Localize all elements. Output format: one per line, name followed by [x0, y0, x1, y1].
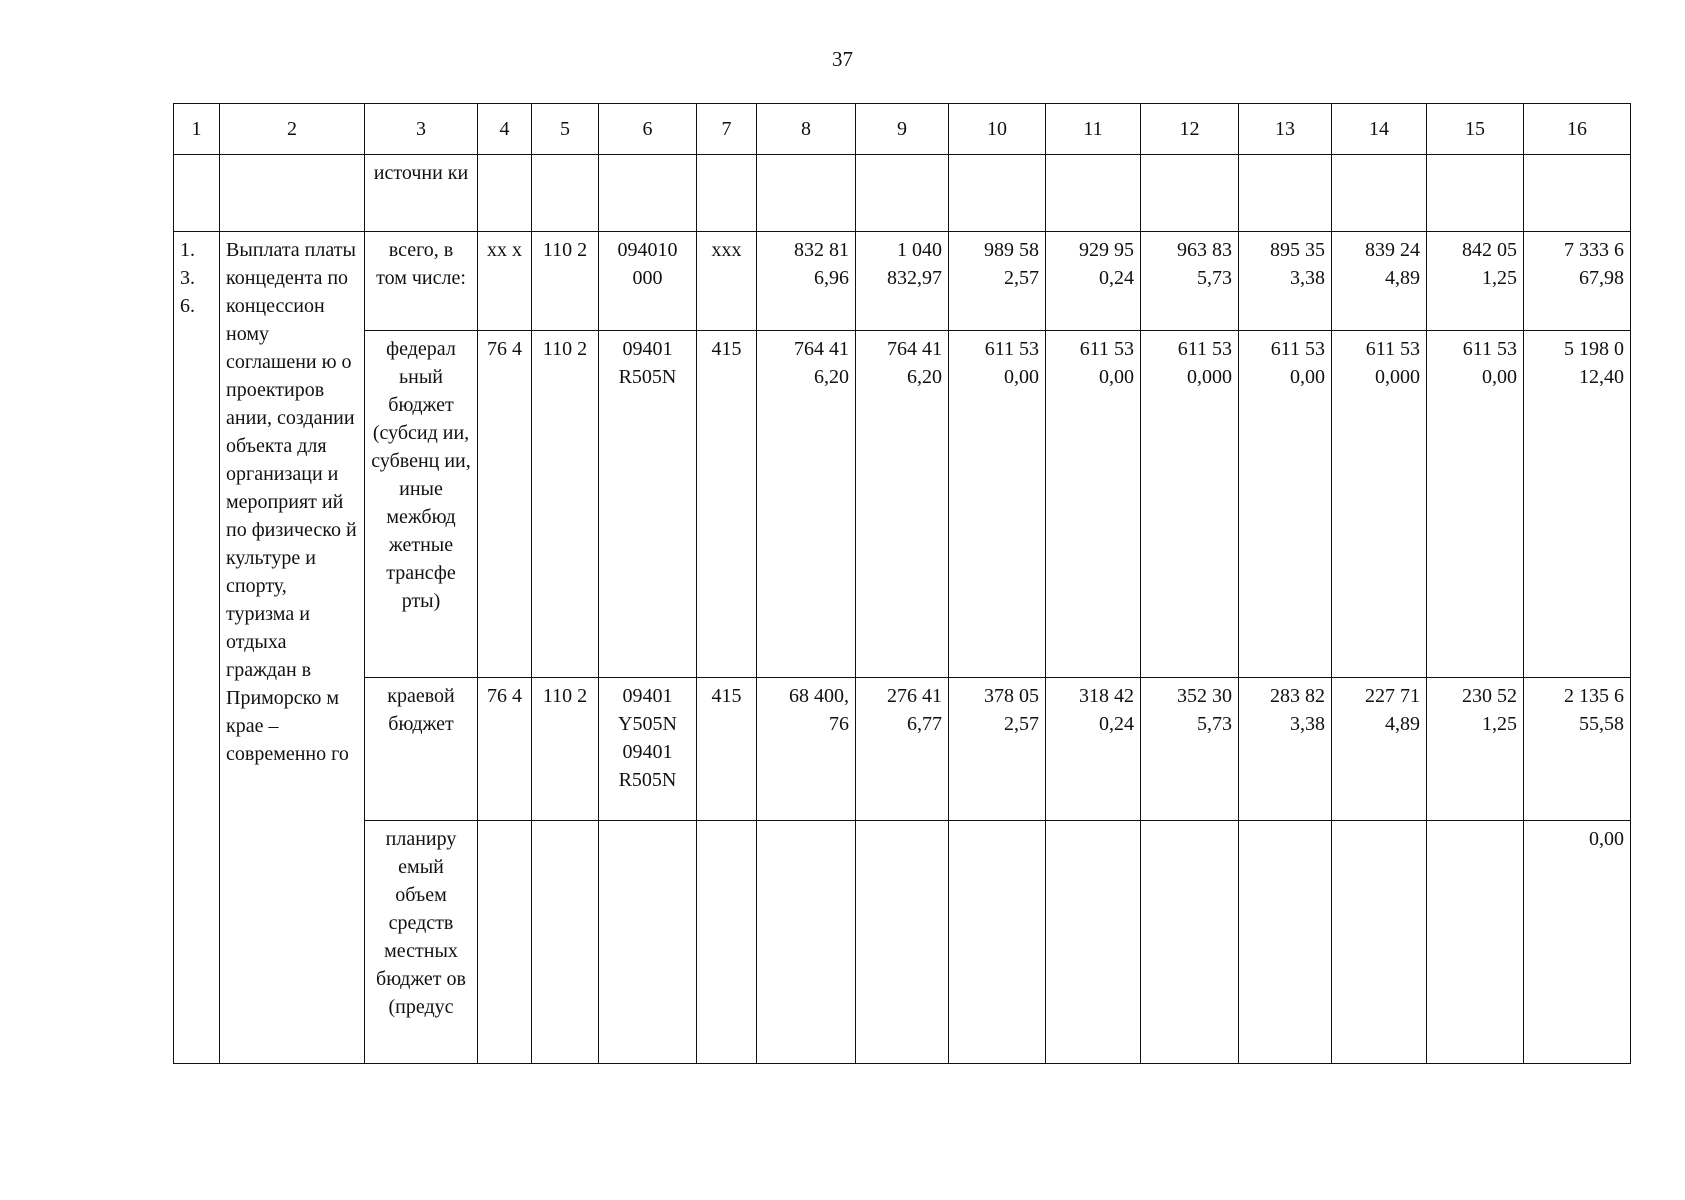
table-cell [1427, 155, 1524, 232]
source-cell: всего, в том числе: [365, 232, 478, 331]
table-row [174, 821, 1631, 1064]
table-cell [856, 155, 949, 232]
value-cell: 963 83 5,73 [1141, 232, 1239, 331]
value-cell: 611 53 0,00 [1427, 331, 1524, 678]
value-cell: 2 135 6 55,58 [1524, 678, 1631, 821]
rzpr-cell: 110 2 [532, 678, 599, 821]
value-cell [1332, 821, 1427, 1064]
value-cell: 611 53 0,000 [1332, 331, 1427, 678]
header-cell: 7 [697, 104, 757, 155]
value-cell: 989 58 2,57 [949, 232, 1046, 331]
header-cell: 9 [856, 104, 949, 155]
header-cell: 11 [1046, 104, 1141, 155]
header-cell: 6 [599, 104, 697, 155]
sources-label: источни ки [365, 155, 478, 232]
source-cell: федерал ьный бюджет (субсид ии, субвенц ии, иные межбюд жетные трансфе рты) [365, 331, 478, 678]
header-cell: 13 [1239, 104, 1332, 155]
header-cell: 2 [220, 104, 365, 155]
header-cell: 10 [949, 104, 1046, 155]
table-cell [478, 155, 532, 232]
table-cell [697, 155, 757, 232]
entry-name: Выплата платы концедента по концессион ному соглашени ю о проектиров ании, создании объекта для организаци и мероприят ий по физическо й культуре и спорту, туризма и отдыха граждан в Приморско м крае – современно го [220, 232, 365, 1064]
grbs-cell: хх х [478, 232, 532, 331]
grbs-cell [478, 821, 532, 1064]
csr-cell [599, 821, 697, 1064]
value-cell [856, 821, 949, 1064]
table-cell [949, 155, 1046, 232]
table-row [174, 232, 1631, 331]
value-cell: 842 05 1,25 [1427, 232, 1524, 331]
table-cell [1332, 155, 1427, 232]
sources-row [174, 155, 1631, 232]
value-cell: 283 82 3,38 [1239, 678, 1332, 821]
value-cell: 230 52 1,25 [1427, 678, 1524, 821]
header-cell: 14 [1332, 104, 1427, 155]
value-cell: 378 05 2,57 [949, 678, 1046, 821]
value-cell: 352 30 5,73 [1141, 678, 1239, 821]
value-cell: 68 400, 76 [757, 678, 856, 821]
value-cell [1427, 821, 1524, 1064]
grbs-cell: 76 4 [478, 331, 532, 678]
value-cell: 318 42 0,24 [1046, 678, 1141, 821]
value-cell: 764 41 6,20 [856, 331, 949, 678]
value-cell: 276 41 6,77 [856, 678, 949, 821]
table-cell [599, 155, 697, 232]
budget-table [173, 103, 1631, 1064]
value-cell: 1 040 832,97 [856, 232, 949, 331]
table-row [174, 331, 1631, 678]
source-cell: планиру емый объем средств местных бюджет ов (предус [365, 821, 478, 1064]
value-cell: 227 71 4,89 [1332, 678, 1427, 821]
table-cell [174, 155, 220, 232]
vr-cell [697, 821, 757, 1064]
header-cell: 4 [478, 104, 532, 155]
table-cell [1524, 155, 1631, 232]
table-cell [1046, 155, 1141, 232]
header-cell: 12 [1141, 104, 1239, 155]
table-cell [1141, 155, 1239, 232]
table-header-row [174, 104, 1631, 155]
value-cell: 895 35 3,38 [1239, 232, 1332, 331]
rzpr-cell [532, 821, 599, 1064]
csr-cell: 09401 Y505N 09401 R505N [599, 678, 697, 821]
value-cell: 929 95 0,24 [1046, 232, 1141, 331]
value-cell [1239, 821, 1332, 1064]
header-cell: 15 [1427, 104, 1524, 155]
header-cell: 16 [1524, 104, 1631, 155]
value-cell [757, 821, 856, 1064]
page-number: 37 [832, 47, 853, 71]
value-cell: 611 53 0,000 [1141, 331, 1239, 678]
table-cell [532, 155, 599, 232]
value-cell: 839 24 4,89 [1332, 232, 1427, 331]
value-cell: 611 53 0,00 [949, 331, 1046, 678]
vr-cell: ххх [697, 232, 757, 331]
value-cell [1141, 821, 1239, 1064]
value-cell: 764 41 6,20 [757, 331, 856, 678]
value-cell: 611 53 0,00 [1046, 331, 1141, 678]
value-cell: 7 333 6 67,98 [1524, 232, 1631, 331]
value-cell: 5 198 0 12,40 [1524, 331, 1631, 678]
csr-cell: 09401 R505N [599, 331, 697, 678]
vr-cell: 415 [697, 331, 757, 678]
source-cell: краевой бюджет [365, 678, 478, 821]
rzpr-cell: 110 2 [532, 232, 599, 331]
entry-number: 1. 3. 6. [174, 232, 220, 1064]
value-cell: 0,00 [1524, 821, 1631, 1064]
vr-cell: 415 [697, 678, 757, 821]
value-cell: 832 81 6,96 [757, 232, 856, 331]
value-cell: 611 53 0,00 [1239, 331, 1332, 678]
value-cell [1046, 821, 1141, 1064]
value-cell [949, 821, 1046, 1064]
rzpr-cell: 110 2 [532, 331, 599, 678]
header-cell: 1 [174, 104, 220, 155]
header-cell: 5 [532, 104, 599, 155]
table-cell [220, 155, 365, 232]
table-row [174, 678, 1631, 821]
csr-cell: 094010 000 [599, 232, 697, 331]
table-cell [1239, 155, 1332, 232]
grbs-cell: 76 4 [478, 678, 532, 821]
table-cell [757, 155, 856, 232]
header-cell: 3 [365, 104, 478, 155]
header-cell: 8 [757, 104, 856, 155]
